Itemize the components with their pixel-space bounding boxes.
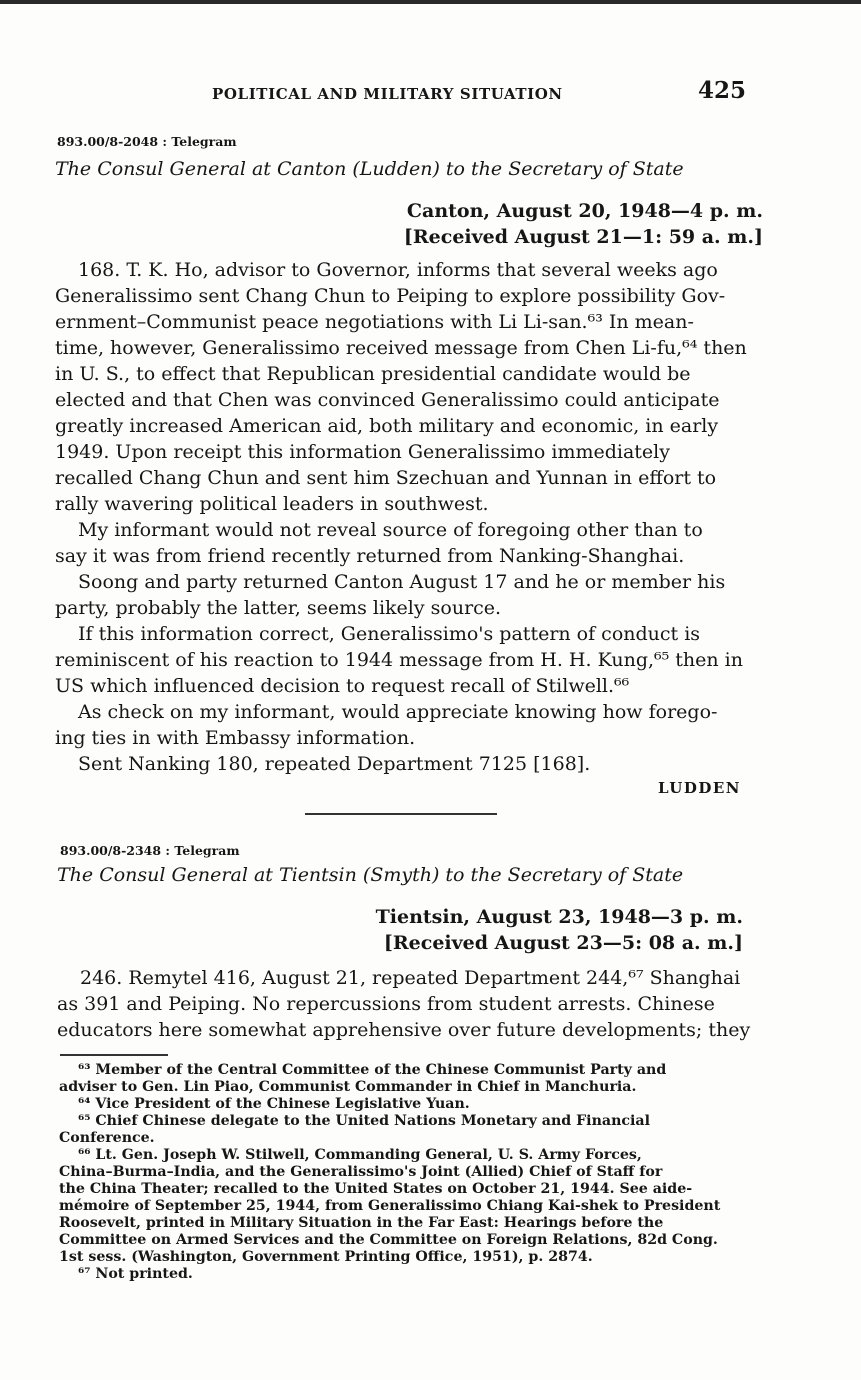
footnote-line: Conference.	[59, 1130, 155, 1146]
footnote-line: 1st sess. (Washington, Government Printing Office, 1951), p. 2874.	[59, 1249, 593, 1265]
telegram-2-line: educators here somewhat apprehensive over future developments; they	[57, 1019, 751, 1041]
telegram-1-line: recalled Chang Chun and sent him Szechuan and Yunnan in effort to	[55, 467, 717, 489]
telegram-2-line: as 391 and Peiping. No repercussions from student arrests. Chinese	[57, 993, 715, 1015]
telegram-2-received: [Received August 23—5: 08 a. m.]	[383, 932, 743, 954]
telegram-1-line: My informant would not reveal source of foregoing other than to	[78, 519, 703, 541]
telegram-1-line: time, however, Generalissimo received message from Chen Li-fu,⁶⁴ then	[55, 337, 747, 359]
telegram-1-line: Sent Nanking 180, repeated Department 7125 [168].	[78, 753, 591, 775]
telegram-1-line: party, probably the latter, seems likely source.	[55, 597, 502, 619]
footnote-line: ⁶³ Member of the Central Committee of the Chinese Communist Party and	[78, 1062, 667, 1078]
running-head: POLITICAL AND MILITARY SITUATION	[212, 85, 563, 103]
telegram-1-line: reminiscent of his reaction to 1944 message from H. H. Kung,⁶⁵ then in	[55, 649, 743, 671]
telegram-1-line: ing ties in with Embassy information.	[55, 727, 416, 749]
footnote-line: mémoire of September 25, 1944, from Generalissimo Chiang Kai-shek to President	[59, 1198, 721, 1214]
telegram-1-dateline: Canton, August 20, 1948—4 p. m.	[406, 200, 763, 222]
footnote-line: ⁶⁷ Not printed.	[78, 1266, 193, 1282]
telegram-1-line: 168. T. K. Ho, advisor to Governor, informs that several weeks ago	[78, 259, 718, 281]
footnote-line: China–Burma–India, and the Generalissimo's Joint (Allied) Chief of Staff for	[59, 1164, 663, 1180]
telegram-2-file-ref: 893.00/8-2348 : Telegram	[60, 843, 240, 858]
footnote-line: ⁶⁶ Lt. Gen. Joseph W. Stilwell, Commanding General, U. S. Army Forces,	[78, 1147, 642, 1163]
telegram-1-line: elected and that Chen was convinced Generalissimo could anticipate	[55, 389, 720, 411]
telegram-1-line: As check on my informant, would appreciate knowing how forego-	[78, 701, 718, 723]
telegram-1-line: Generalissimo sent Chang Chun to Peiping to explore possibility Gov-	[55, 285, 726, 307]
telegram-1-line: Soong and party returned Canton August 17 and he or member his	[78, 571, 726, 593]
telegram-1-line: rally wavering political leaders in southwest.	[55, 493, 489, 515]
telegram-1-line: say it was from friend recently returned from Nanking-Shanghai.	[55, 545, 685, 567]
telegram-1-received: [Received August 21—1: 59 a. m.]	[403, 226, 763, 248]
section-divider	[305, 813, 497, 815]
telegram-1-line: 1949. Upon receipt this information Generalissimo immediately	[55, 441, 670, 463]
footnote-line: Roosevelt, printed in Military Situation in the Far East: Hearings before the	[59, 1215, 664, 1231]
telegram-2-line: 246. Remytel 416, August 21, repeated Department 244,⁶⁷ Shanghai	[80, 967, 741, 989]
telegram-2-title: The Consul General at Tientsin (Smyth) to the Secretary of State	[57, 864, 684, 886]
telegram-2-dateline: Tientsin, August 23, 1948—3 p. m.	[375, 906, 743, 928]
telegram-1-line: If this information correct, Generalissimo's pattern of conduct is	[78, 623, 701, 645]
footnote-line: Committee on Armed Services and the Committee on Foreign Relations, 82d Cong.	[59, 1232, 718, 1248]
page-number: 425	[698, 77, 747, 104]
telegram-1-line: greatly increased American aid, both military and economic, in early	[55, 415, 719, 437]
telegram-1-file-ref: 893.00/8-2048 : Telegram	[57, 134, 237, 149]
telegram-1-line: ernment–Communist peace negotiations with Li Li-san.⁶³ In mean-	[55, 311, 694, 333]
telegram-1-line: US which influenced decision to request recall of Stilwell.⁶⁶	[55, 675, 630, 697]
top-border	[0, 0, 861, 4]
footnote-line: the China Theater; recalled to the United States on October 21, 1944. See aide-	[59, 1181, 693, 1197]
footnote-line: ⁶⁴ Vice President of the Chinese Legislative Yuan.	[78, 1096, 470, 1112]
telegram-1-signature: LUDDEN	[658, 779, 741, 797]
footnote-rule	[60, 1054, 168, 1056]
telegram-1-title: The Consul General at Canton (Ludden) to the Secretary of State	[55, 158, 684, 180]
footnote-line: ⁶⁵ Chief Chinese delegate to the United Nations Monetary and Financial	[78, 1113, 651, 1129]
telegram-1-line: in U. S., to effect that Republican presidential candidate would be	[55, 363, 691, 385]
footnote-line: adviser to Gen. Lin Piao, Communist Commander in Chief in Manchuria.	[59, 1079, 637, 1095]
